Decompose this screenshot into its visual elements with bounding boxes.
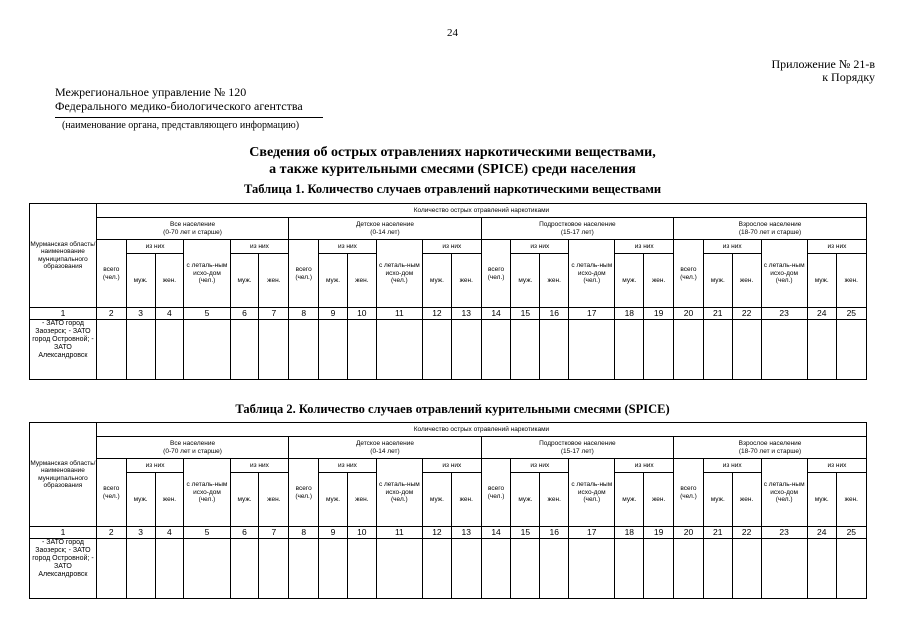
column-number: 19 [644,527,674,539]
data-cell[interactable] [259,320,289,380]
female-header: жен. [451,254,481,308]
data-cell[interactable] [703,320,732,380]
title-line-1: Сведения об острых отравлениях наркотическими веществами, [249,145,656,160]
data-cell[interactable] [230,539,259,599]
organization-name [55,85,303,113]
column-number: 25 [836,308,866,320]
data-cell[interactable] [155,320,184,380]
header-row-groups [30,437,867,459]
appendix-note [771,58,875,84]
table2 [29,422,867,599]
female-header: жен. [451,473,481,527]
data-cell[interactable] [230,320,259,380]
male-header: муж. [423,254,452,308]
column-number: 19 [644,308,674,320]
population-group-header [96,437,288,459]
data-row [30,539,867,599]
of-them-header: из них [511,240,569,254]
column-number: 15 [511,308,540,320]
data-cell[interactable] [423,320,452,380]
data-cell[interactable] [807,539,836,599]
male-header: муж. [615,473,644,527]
data-cell[interactable] [155,539,184,599]
data-cell[interactable] [347,539,376,599]
column-number: 11 [376,527,422,539]
column-number: 9 [319,308,348,320]
column-number-row [30,527,867,539]
data-cell[interactable] [732,320,761,380]
column-number: 5 [184,308,230,320]
column-number: 21 [703,527,732,539]
header-row-groups [30,218,867,240]
population-group-header [289,437,481,459]
population-group-range: (15-17 лет) [560,228,594,236]
male-header: муж. [807,473,836,527]
column-number: 20 [674,527,704,539]
organization-underline [55,117,323,118]
of-them-header: из них [703,240,761,254]
population-group-header [481,218,673,240]
of-them-header: из них [423,240,482,254]
fatal-header: с леталь-ным исхо-дом (чел.) [761,240,807,308]
population-group-range: (0-70 лет и старше) [163,228,222,236]
population-group-range: (18-70 лет и старше) [738,447,802,455]
column-number: 6 [230,527,259,539]
data-cell[interactable] [289,320,319,380]
column-number: 1 [30,527,97,539]
female-header: жен. [732,473,761,527]
total-header: всего (чел.) [674,240,704,308]
column-number: 18 [615,308,644,320]
total-poisonings-header: Количество острых отравлений наркотиками [96,204,866,218]
data-cell[interactable] [319,320,348,380]
header-row-subgroups [30,459,867,473]
total-header: всего (чел.) [289,459,319,527]
population-group-name: Подростковое население [539,221,616,228]
female-header: жен. [540,254,569,308]
data-cell[interactable] [126,539,155,599]
fatal-header: с леталь-ным исхо-дом (чел.) [569,459,615,527]
of-them-header: из них [126,459,184,473]
header-row-gender [30,473,867,527]
data-cell[interactable] [807,320,836,380]
data-cell[interactable] [511,539,540,599]
column-number: 7 [259,308,289,320]
column-number: 3 [126,527,155,539]
column-number: 2 [96,527,126,539]
column-number: 15 [511,527,540,539]
of-them-header: из них [703,459,761,473]
population-group-name: Подростковое население [539,440,616,447]
female-header: жен. [540,473,569,527]
of-them-header: из них [319,240,377,254]
column-number: 21 [703,308,732,320]
of-them-header: из них [615,240,674,254]
column-number: 22 [732,527,761,539]
data-cell[interactable] [376,539,422,599]
population-group-name: Детское население [355,221,414,228]
table1-caption: Таблица 1. Количество случаев отравлений наркотическими веществами [243,182,662,196]
data-cell[interactable] [674,539,704,599]
data-cell[interactable] [836,320,866,380]
organization-note: (наименование органа, представляющего информацию) [62,120,300,131]
data-cell[interactable] [96,320,126,380]
data-cell[interactable] [184,320,230,380]
page-number: 24 [447,27,458,39]
fatal-header: с леталь-ным исхо-дом (чел.) [184,459,230,527]
of-them-header: из них [126,240,184,254]
of-them-header: из них [615,459,674,473]
column-number: 17 [569,527,615,539]
data-row [30,320,867,380]
column-number: 25 [836,527,866,539]
region-header: Мурманская область/наименование муниципального образования [30,204,97,308]
column-number: 22 [732,308,761,320]
population-group-range: (0-14 лет) [370,228,400,236]
of-them-header: из них [319,459,377,473]
data-cell[interactable] [674,320,704,380]
female-header: жен. [155,473,184,527]
data-cell[interactable] [511,320,540,380]
female-header: жен. [732,254,761,308]
title-line-2: а также курительными смесями (SPICE) среди населения [269,162,636,177]
region-cell: - ЗАТО город Заозерск; - ЗАТО город Островной; - ЗАТО Александровск [30,320,97,380]
female-header: жен. [836,254,866,308]
male-header: муж. [703,254,732,308]
population-group-name: Взрослое население [738,221,802,228]
data-cell[interactable] [451,539,481,599]
column-number: 16 [540,527,569,539]
header-row-subgroups [30,240,867,254]
total-header: всего (чел.) [96,459,126,527]
data-cell[interactable] [347,320,376,380]
column-number: 12 [423,308,452,320]
male-header: муж. [319,254,348,308]
data-cell[interactable] [540,539,569,599]
column-number: 4 [155,308,184,320]
data-cell[interactable] [644,320,674,380]
appendix-line-1: Приложение № 21-в [771,57,875,71]
column-number: 23 [761,308,807,320]
male-header: муж. [423,473,452,527]
data-cell[interactable] [481,539,511,599]
column-number: 14 [481,527,511,539]
total-header: всего (чел.) [289,240,319,308]
female-header: жен. [836,473,866,527]
data-cell[interactable] [569,539,615,599]
data-cell[interactable] [451,320,481,380]
column-number: 18 [615,527,644,539]
table2-caption: Таблица 2. Количество случаев отравлений курительными смесями (SPICE) [235,402,670,416]
organization-line-1: Межрегиональное управление № 120 [55,85,247,99]
fatal-header: с леталь-ным исхо-дом (чел.) [376,459,422,527]
male-header: муж. [703,473,732,527]
female-header: жен. [155,254,184,308]
column-number: 8 [289,308,319,320]
population-group-header [96,218,288,240]
population-group-range: (0-14 лет) [370,447,400,455]
population-group-header [674,218,867,240]
female-header: жен. [644,473,674,527]
organization-line-2: Федерального медико-биологического агентства [55,99,303,113]
female-header: жен. [347,254,376,308]
population-group-header [481,437,673,459]
column-number: 20 [674,308,704,320]
column-number: 3 [126,308,155,320]
male-header: муж. [511,254,540,308]
of-them-header: из них [423,459,482,473]
population-group-header [674,437,867,459]
data-cell[interactable] [540,320,569,380]
column-number: 13 [451,527,481,539]
total-header: всего (чел.) [481,240,511,308]
fatal-header: с леталь-ным исхо-дом (чел.) [376,240,422,308]
column-number: 2 [96,308,126,320]
column-number: 10 [347,308,376,320]
data-cell[interactable] [184,539,230,599]
data-cell[interactable] [126,320,155,380]
of-them-header: из них [511,459,569,473]
appendix-line-2: к Порядку [822,70,875,84]
column-number-row [30,308,867,320]
data-cell[interactable] [289,539,319,599]
of-them-header: из них [230,459,289,473]
total-header: всего (чел.) [674,459,704,527]
male-header: муж. [511,473,540,527]
population-group-name: Все население [170,221,216,228]
column-number: 24 [807,527,836,539]
male-header: муж. [615,254,644,308]
column-number: 8 [289,527,319,539]
fatal-header: с леталь-ным исхо-дом (чел.) [184,240,230,308]
population-group-range: (0-70 лет и старше) [163,447,222,455]
female-header: жен. [347,473,376,527]
document-title [0,144,905,178]
fatal-header: с леталь-ным исхо-дом (чел.) [569,240,615,308]
header-row-top [30,423,867,437]
of-them-header: из них [807,240,866,254]
region-cell: - ЗАТО город Заозерск; - ЗАТО город Островной; - ЗАТО Александровск [30,539,97,599]
fatal-header: с леталь-ным исхо-дом (чел.) [761,459,807,527]
female-header: жен. [259,254,289,308]
population-group-header [289,218,481,240]
total-poisonings-header: Количество острых отравлений наркотиками [96,423,866,437]
data-cell[interactable] [319,539,348,599]
column-number: 7 [259,527,289,539]
population-group-name: Взрослое население [738,440,802,447]
data-cell[interactable] [423,539,452,599]
male-header: муж. [319,473,348,527]
data-cell[interactable] [569,320,615,380]
male-header: муж. [126,473,155,527]
column-number: 10 [347,527,376,539]
male-header: муж. [230,473,259,527]
header-row-top [30,204,867,218]
column-number: 16 [540,308,569,320]
population-group-name: Все население [170,440,216,447]
total-header: всего (чел.) [481,459,511,527]
data-cell[interactable] [761,539,807,599]
male-header: муж. [807,254,836,308]
column-number: 4 [155,527,184,539]
column-number: 1 [30,308,97,320]
column-number: 24 [807,308,836,320]
data-cell[interactable] [836,539,866,599]
female-header: жен. [259,473,289,527]
column-number: 17 [569,308,615,320]
of-them-header: из них [230,240,289,254]
male-header: муж. [126,254,155,308]
data-cell[interactable] [615,539,644,599]
data-cell[interactable] [376,320,422,380]
column-number: 6 [230,308,259,320]
population-group-name: Детское население [355,440,414,447]
data-cell[interactable] [732,539,761,599]
of-them-header: из них [807,459,866,473]
total-header: всего (чел.) [96,240,126,308]
column-number: 12 [423,527,452,539]
column-number: 23 [761,527,807,539]
column-number: 9 [319,527,348,539]
data-cell[interactable] [481,320,511,380]
population-group-range: (15-17 лет) [560,447,594,455]
male-header: муж. [230,254,259,308]
table1 [29,203,867,380]
column-number: 14 [481,308,511,320]
column-number: 13 [451,308,481,320]
column-number: 5 [184,527,230,539]
header-row-gender [30,254,867,308]
column-number: 11 [376,308,422,320]
female-header: жен. [644,254,674,308]
data-cell[interactable] [259,539,289,599]
population-group-range: (18-70 лет и старше) [738,228,802,236]
region-header: Мурманская область/наименование муниципального образования [30,423,97,527]
data-cell[interactable] [615,320,644,380]
data-cell[interactable] [761,320,807,380]
data-cell[interactable] [644,539,674,599]
data-cell[interactable] [703,539,732,599]
data-cell[interactable] [96,539,126,599]
